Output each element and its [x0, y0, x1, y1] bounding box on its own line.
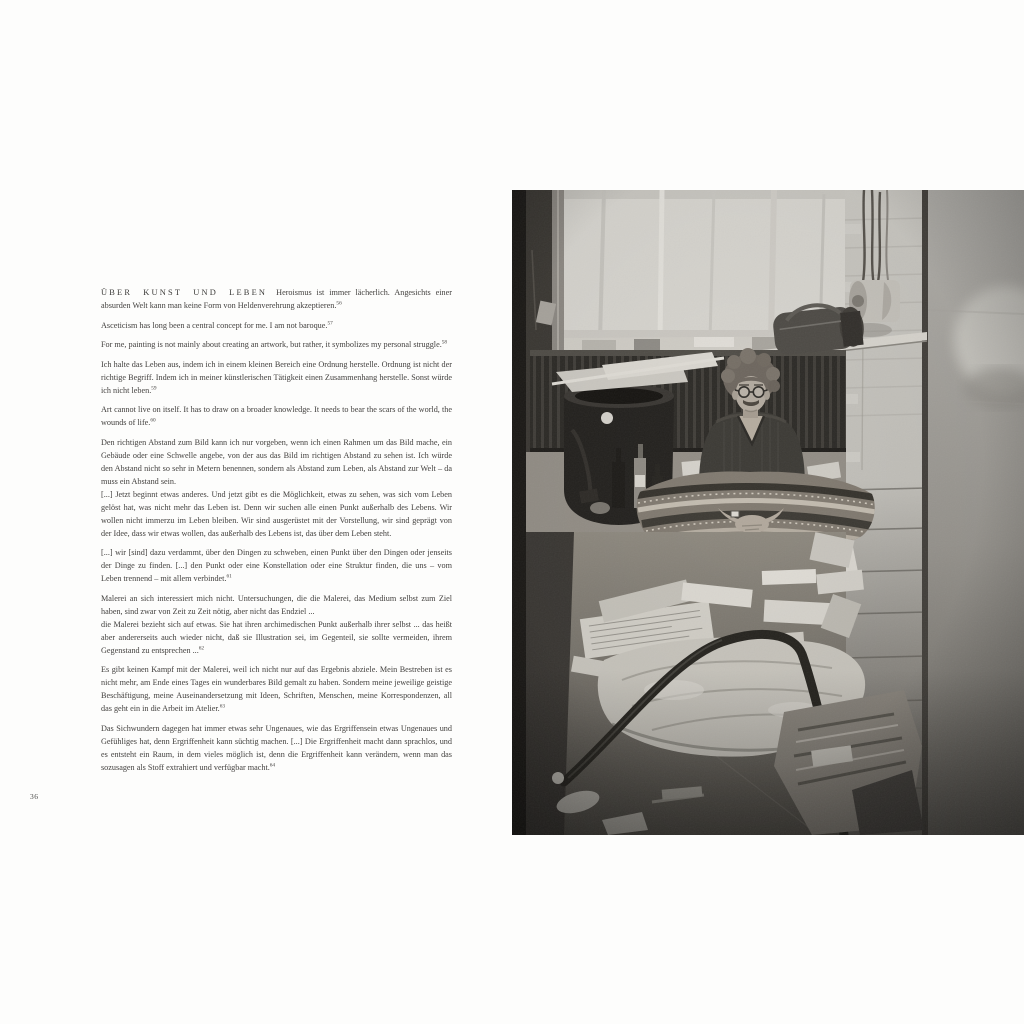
section-heading: ÜBER KUNST UND LEBEN: [101, 288, 268, 297]
paragraph: ÜBER KUNST UND LEBEN Heroismus ist immer lächerlich. Angesichts einer absurden Welt kann man keine Form von Heldenverehrung akzeptieren.$^{56}$: [101, 288, 452, 310]
studio-photograph: [512, 190, 1024, 835]
footnote-ref: 56: [336, 300, 342, 307]
footnote-ref: 61: [226, 573, 232, 580]
paragraph: Asceticism has long been a central concept for me. I am not baroque.$^{57}$: [101, 319, 333, 330]
paragraph: [...] wir [sind] dazu verdammt, über den Dingen zu schweben, einen Punkt über den Dingen oder jenseits der Dinge zu finden. [...] den Punkt oder eine Konstellation oder eine Struktur finden, die uns – vom Leben trennend – mit allem verbindet.$^{61}$: [101, 548, 452, 583]
footnote-ref: 59: [151, 384, 157, 391]
paragraph: Art cannot live on itself. It has to draw on a broader knowledge. It needs to bear the scars of the world, the wounds of life.$^{60}$: [101, 405, 452, 427]
paragraph: For me, painting is not mainly about creating an artwork, but rather, it symbolizes my personal struggle.$^{58}$: [101, 339, 448, 349]
paragraph: Den richtigen Abstand zum Bild kann ich nur vorgeben, wenn ich einen Rahmen um das Bild mache, ein Gebäude oder eine Schwelle angebe, von der aus das Bild im richtigen Abstand zu sehen ist. Ich würde den Abstand nicht so sehr in Metern benennen, sondern als Abstand zum Leben, als Abstand zur Welt – da muss ein Abstand sein. [...] Jetzt beginnt etwas anderes. Und jetzt gibt es die Möglichkeit, etwas zu sehen, was sich vom Leben gelöst hat, was nicht mehr das Leben ist. Denn wir suchen alle einen Punkt außerhalb des Lebens. Wir wollen nicht immerzu im Leben bleiben. Wir sind ausgerüstet mit der Vorstellung, wir sind geprägt von der Idee, dass wir etwas wollen, das außerhalb des Lebens ist, das über dem Leben steht.: [101, 437, 452, 538]
paragraph: Es gibt keinen Kampf mit der Malerei, weil ich nicht nur auf das Ergebnis abziele. Mein Bestreben ist es nicht mehr, am Ende eines Tages ein wunderbares Bild gemalt zu haben. Sondern meine jeweilige geistige Beschäftigung, meine Auseinandersetzung mit Ideen, Schriften, Menschen, meine Korrespondenzen, all das geht ein in die Arbeit im Atelier.$^{63}$: [101, 665, 452, 713]
paragraph: Das Sichwundern dagegen hat immer etwas sehr Ungenaues, wie das Ergriffensein etwas Ungenaues und Gefühliges hat, denn Ergriffenheit kann süchtig machen. [...] Die Ergriffenheit macht dann sprachlos, und es entsteht ein Raum, in dem vieles möglich ist, denn die Ergriffenheit kann verändern, wenn man das sozusagen als Stoff extrahiert und verfügbar macht.$^{64}$: [101, 723, 452, 772]
footnote-ref: 58: [441, 339, 448, 346]
paragraph: Ich halte das Leben aus, indem ich in einem kleinen Bereich eine Ordnung herstelle. Ordnung ist nicht der richtige Begriff. Indem ich in meiner künstlerischen Tätigkeit einen Zusammenhang herstelle. Sonst würde ich nicht leben.$^{59}$: [101, 359, 452, 395]
footnote-ref: 60: [150, 417, 156, 424]
footnote-ref: 62: [198, 644, 205, 651]
film-grain: [512, 190, 1024, 835]
photo-canvas: [512, 190, 1024, 835]
footnote-ref: 57: [327, 319, 333, 326]
footnote-ref: 64: [269, 761, 276, 768]
footnote-ref: 63: [219, 703, 225, 710]
text-column: [101, 286, 452, 780]
page-number: 36: [30, 792, 39, 801]
paragraph: Malerei an sich interessiert mich nicht. Untersuchungen, die die Malerei, das Medium selbst zum Ziel haben, sind zwar von Zeit zu Zeit nötig, aber nicht das Endziel ... die Malerei bezieht sich auf etwas. Sie hat ihren archimedischen Punkt außerhalb ihrer selbst ... das heißt aber andererseits auch wieder nicht, daß sie Illustration sei, im Gegenteil, sie sollte vermeiden, ihrem Gegenstand zu entsprechen ...$^{62}$: [101, 593, 452, 655]
